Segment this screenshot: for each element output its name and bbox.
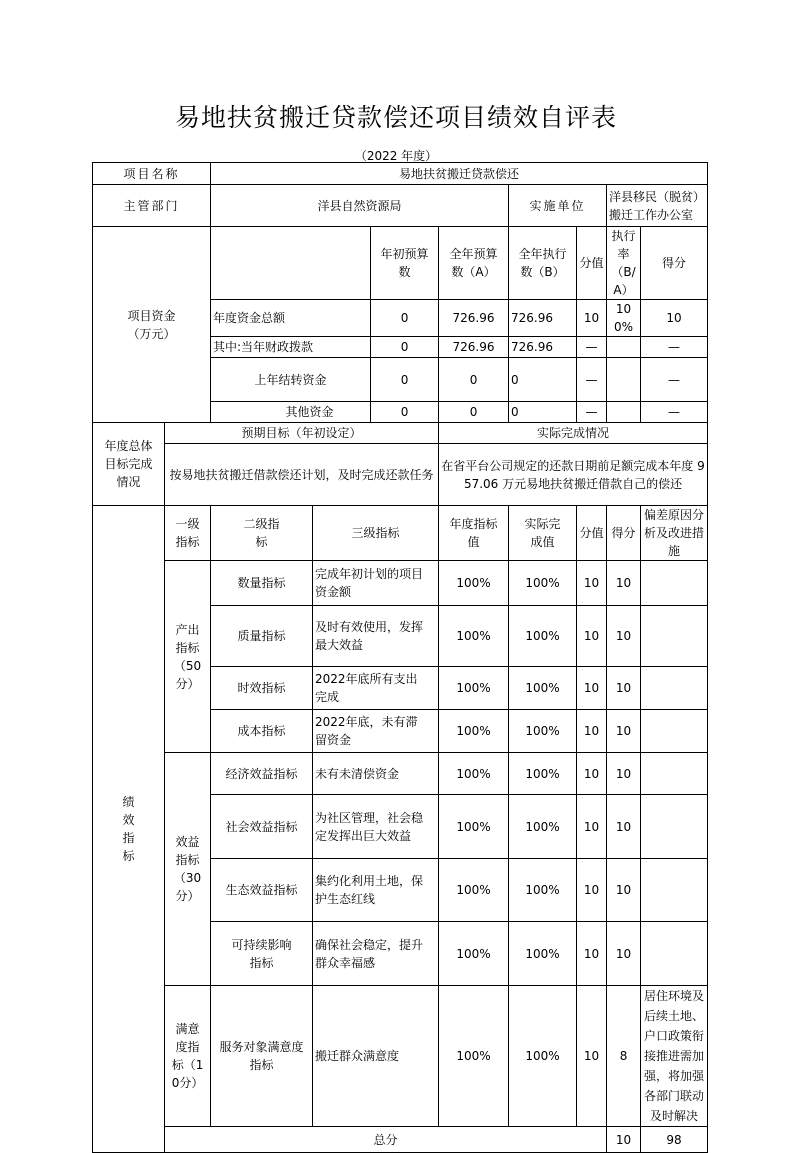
indicator-note [641, 922, 708, 986]
indicator-note [641, 795, 708, 859]
dept-value: 洋县自然资源局 [211, 185, 509, 227]
indicator-note [641, 606, 708, 667]
indicator-l3: 确保社会稳定，提升群众幸福感 [313, 922, 439, 986]
group-label: 满意度指标（10分） [165, 986, 211, 1127]
funds-header: 全年执行数（B） [509, 227, 577, 300]
funds-cell: — [577, 337, 607, 358]
indicator-l3: 为社区管理，社会稳定发挥出巨大效益 [313, 795, 439, 859]
funds-label: 项目资金（万元） [93, 227, 211, 423]
funds-row-label: 年度资金总额 [211, 300, 371, 337]
indicator-score: 10 [607, 667, 641, 710]
page-title: 易地扶贫搬迁贷款偿还项目绩效自评表 [174, 103, 617, 132]
funds-cell [607, 337, 641, 358]
indicator-weight: 10 [577, 922, 607, 986]
indicator-weight: 10 [577, 561, 607, 606]
indicator-weight: 10 [577, 986, 607, 1127]
indicator-note: 居住环境及后续土地、户口政策衔接推进需加强，将加强各部门联动及时解决 [641, 986, 708, 1127]
indicator-target: 100% [439, 986, 509, 1127]
indicator-target: 100% [439, 561, 509, 606]
perf-header: 偏差原因分析及改进措施 [641, 506, 708, 561]
project-name-value: 易地扶贫搬迁贷款偿还 [211, 163, 708, 185]
funds-cell: 0 [509, 402, 577, 423]
perf-header: 得分 [607, 506, 641, 561]
funds-header: 执行率（B/A） [607, 227, 641, 300]
funds-header: 得分 [641, 227, 708, 300]
indicator-score: 8 [607, 986, 641, 1127]
indicator-note [641, 859, 708, 922]
funds-cell: — [577, 402, 607, 423]
indicator-l2: 可持续影响指标 [211, 922, 313, 986]
perf-header: 年度指标值 [439, 506, 509, 561]
indicator-note [641, 667, 708, 710]
perf-header: 二级指标 [211, 506, 313, 561]
indicator-target: 100% [439, 710, 509, 753]
funds-cell: 100% [607, 300, 641, 337]
indicator-l3: 搬迁群众满意度 [313, 986, 439, 1127]
indicator-note [641, 561, 708, 606]
funds-cell [607, 358, 641, 402]
funds-cell: 726.96 [509, 337, 577, 358]
indicator-score: 10 [607, 795, 641, 859]
perf-header: 分值 [577, 506, 607, 561]
group-label: 产出指标（50分） [165, 561, 211, 753]
planned-header: 预期目标（年初设定） [165, 423, 439, 444]
funds-row-label: 其他资金 [211, 402, 371, 423]
indicator-actual: 100% [509, 667, 577, 710]
funds-cell: 10 [641, 300, 708, 337]
funds-cell: 726.96 [439, 300, 509, 337]
indicator-actual: 100% [509, 710, 577, 753]
indicator-l2: 经济效益指标 [211, 753, 313, 795]
project-name-label: 项目名称 [93, 163, 211, 185]
funds-cell [607, 402, 641, 423]
indicator-l3: 未有未清偿资金 [313, 753, 439, 795]
indicator-l2: 社会效益指标 [211, 795, 313, 859]
actual-header: 实际完成情况 [439, 423, 708, 444]
funds-header: 全年预算数（A） [439, 227, 509, 300]
perf-label: 绩效指标 [93, 506, 165, 1153]
report-year: （2022 年度） [354, 149, 438, 163]
indicator-target: 100% [439, 922, 509, 986]
indicator-score: 10 [607, 922, 641, 986]
indicator-weight: 10 [577, 606, 607, 667]
indicator-l2: 质量指标 [211, 606, 313, 667]
indicator-l2: 时效指标 [211, 667, 313, 710]
indicator-actual: 100% [509, 986, 577, 1127]
perf-header: 三级指标 [313, 506, 439, 561]
planned-goal: 按易地扶贫搬迁借款偿还计划，及时完成还款任务 [165, 444, 439, 506]
goals-label: 年度总体目标完成情况 [93, 423, 165, 506]
funds-cell: 0 [371, 358, 439, 402]
indicator-actual: 100% [509, 922, 577, 986]
total-label: 总分 [165, 1127, 607, 1153]
indicator-l3: 2022年底，未有滞留资金 [313, 710, 439, 753]
indicator-actual: 100% [509, 753, 577, 795]
funds-cell: — [641, 402, 708, 423]
indicator-l3: 集约化利用土地，保护生态红线 [313, 859, 439, 922]
funds-cell: 726.96 [439, 337, 509, 358]
indicator-actual: 100% [509, 859, 577, 922]
perf-header: 实际完成值 [509, 506, 577, 561]
funds-cell: 0 [509, 358, 577, 402]
evaluation-table [92, 162, 708, 1153]
total-weight: 10 [607, 1127, 641, 1153]
funds-cell: 0 [371, 337, 439, 358]
indicator-weight: 10 [577, 859, 607, 922]
group-label: 效益指标（30分） [165, 753, 211, 986]
indicator-score: 10 [607, 859, 641, 922]
indicator-target: 100% [439, 667, 509, 710]
indicator-score: 10 [607, 753, 641, 795]
indicator-actual: 100% [509, 795, 577, 859]
funds-cell: 0 [439, 358, 509, 402]
funds-blank [211, 227, 371, 300]
indicator-l3: 2022年底所有支出完成 [313, 667, 439, 710]
actual-result: 在省平台公司规定的还款日期前足额完成本年度 957.06 万元易地扶贫搬迁借款自己的偿还 [439, 444, 708, 506]
indicator-note [641, 753, 708, 795]
indicator-l3: 完成年初计划的项目资金额 [313, 561, 439, 606]
indicator-weight: 10 [577, 710, 607, 753]
indicator-target: 100% [439, 753, 509, 795]
funds-row-label: 其中:当年财政拨款 [211, 337, 371, 358]
indicator-l2: 生态效益指标 [211, 859, 313, 922]
indicator-note [641, 710, 708, 753]
indicator-score: 10 [607, 710, 641, 753]
indicator-score: 10 [607, 561, 641, 606]
funds-cell: 0 [439, 402, 509, 423]
dept-label: 主管部门 [93, 185, 211, 227]
indicator-target: 100% [439, 606, 509, 667]
funds-header: 年初预算数 [371, 227, 439, 300]
funds-cell: 0 [371, 300, 439, 337]
indicator-l2: 数量指标 [211, 561, 313, 606]
indicator-weight: 10 [577, 753, 607, 795]
total-score: 98 [641, 1127, 708, 1153]
indicator-actual: 100% [509, 606, 577, 667]
funds-cell: — [641, 358, 708, 402]
indicator-l2: 服务对象满意度指标 [211, 986, 313, 1127]
perf-header: 一级指标 [165, 506, 211, 561]
indicator-target: 100% [439, 859, 509, 922]
indicator-l2: 成本指标 [211, 710, 313, 753]
indicator-l3: 及时有效使用，发挥最大效益 [313, 606, 439, 667]
impl-label: 实施单位 [509, 185, 607, 227]
funds-row-label: 上年结转资金 [211, 358, 371, 402]
indicator-weight: 10 [577, 667, 607, 710]
indicator-score: 10 [607, 606, 641, 667]
funds-cell: 0 [371, 402, 439, 423]
funds-cell: 726.96 [509, 300, 577, 337]
funds-header: 分值 [577, 227, 607, 300]
indicator-target: 100% [439, 795, 509, 859]
indicator-weight: 10 [577, 795, 607, 859]
impl-value: 洋县移民（脱贫）搬迁工作办公室 [607, 185, 708, 227]
funds-cell: 10 [577, 300, 607, 337]
funds-cell: — [641, 337, 708, 358]
indicator-actual: 100% [509, 561, 577, 606]
funds-cell: — [577, 358, 607, 402]
